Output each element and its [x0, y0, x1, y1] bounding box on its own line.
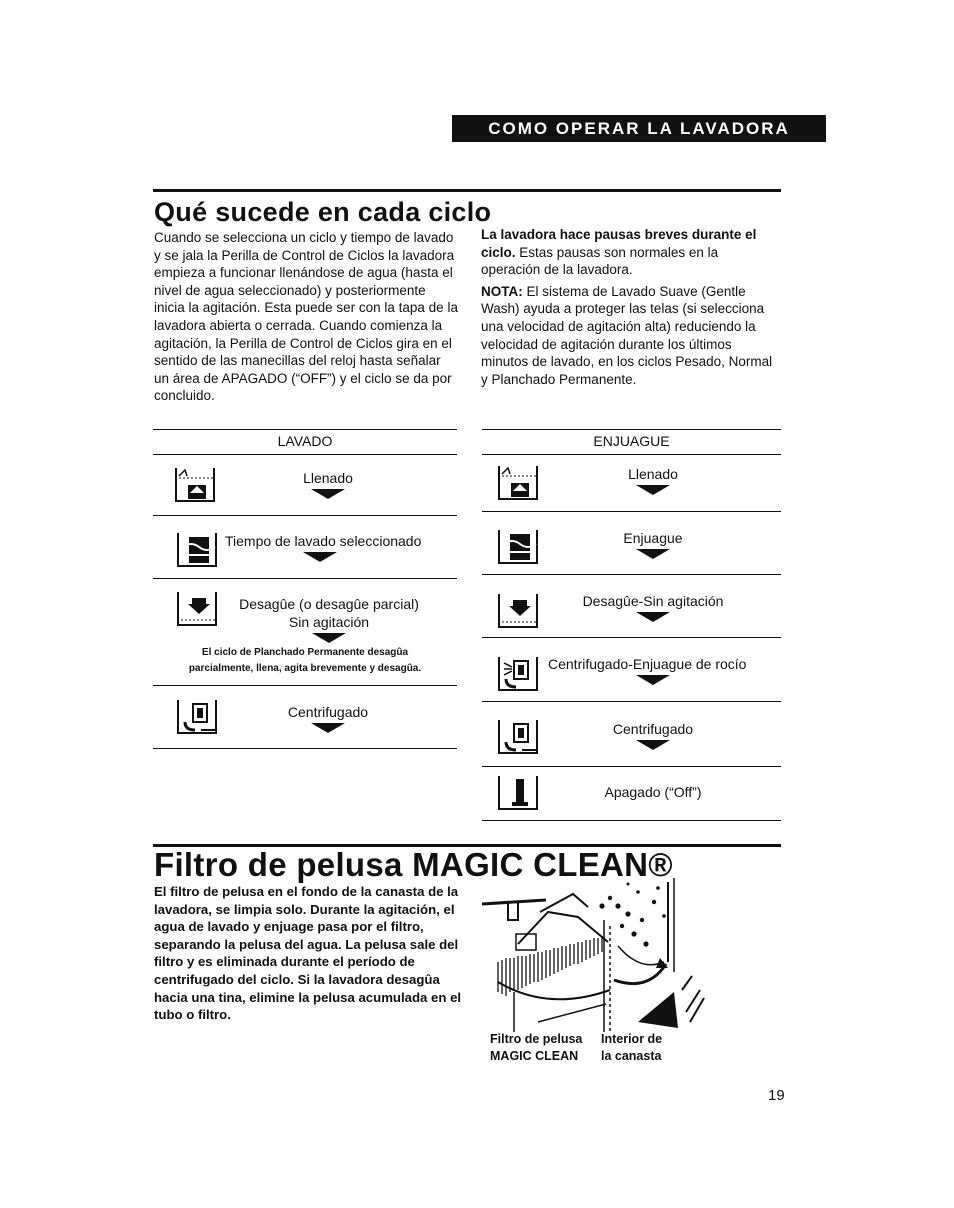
rinse-heading-rule	[482, 454, 781, 455]
wash-step-rule	[153, 515, 457, 516]
wash-step-1-label: Llenado	[260, 469, 396, 499]
rinse-step-rule	[482, 637, 781, 638]
rinse-step-rule	[482, 511, 781, 512]
down-arrow-icon	[636, 612, 670, 622]
rinse-heading: ENJUAGUE	[593, 433, 670, 449]
wash-step-2-label: Tiempo de lavado seleccionado	[225, 532, 445, 562]
magic-clean-filter-caption: Filtro de pelusa MAGIC CLEAN	[490, 1032, 583, 1063]
wash-step-4-label: Centrifugado	[260, 703, 396, 733]
down-arrow-icon	[311, 489, 345, 499]
section-banner: COMO OPERAR LA LAVADORA	[452, 115, 826, 142]
rinse-bottom-rule	[482, 820, 781, 821]
rinse-step-rule	[482, 574, 781, 575]
drain-icon	[498, 594, 538, 628]
wash-heading-rule	[153, 454, 457, 455]
rinse-step-2-label: Enjuague	[585, 529, 721, 559]
pause-text: Estas pausas son normales en la operación de la lavadora.	[481, 244, 719, 278]
rinse-step-6-label: Apagado (“Off”)	[604, 784, 702, 800]
down-arrow-icon	[303, 552, 337, 562]
spin-icon	[498, 720, 538, 754]
rinse-step-rule	[482, 701, 781, 702]
nota-label: NOTA:	[481, 283, 523, 299]
down-arrow-icon	[636, 675, 670, 685]
lint-filter-illustration	[478, 872, 718, 1032]
wash-step-3-label: Desagûe (o desagûe parcial) Sin agitación	[225, 595, 433, 643]
wash-bottom-rule	[153, 748, 457, 749]
drain-icon	[177, 592, 217, 626]
rinse-step-4-label: Centrifugado-Enjuague de rocío	[548, 655, 774, 685]
rinse-step-rule	[482, 766, 781, 767]
lint-filter-title: Filtro de pelusa MAGIC CLEAN®	[154, 846, 673, 883]
lint-filter-paragraph: El filtro de pelusa en el fondo de la canasta de la lavadora, se limpia solo. Durante la agitación, el agua de lavado y enjuage pasa por el filtro, separando la pelusa del agua. La pelusa sale del filtro y es eliminada durante el período de centrifugado del ciclo. Si la lavadora desagûa hacia una tina, elimine la pelusa acumulada en el tubo o filtro.	[154, 884, 462, 1023]
page-number: 19	[768, 1087, 785, 1104]
intro-left-paragraph: Cuando se selecciona un ciclo y tiempo de lavado y se jala la Perilla de Control de Ciclos la lavadora empieza a funcionar llenándose de agua (hasta el nivel de agua seleccionado) y posteriormente inicia la agitación. Esta puede ser con la tapa de la lavadora abierta o cerrada. Cuando comienza la agitación, la Perilla de Control de Ciclos gira en el sentido de las manecillas del reloj hasta señalar un área de APAGADO (“OFF”) y el ciclo se da por concluido.	[154, 230, 458, 404]
agitate-icon	[177, 533, 217, 567]
rinse-step-5-label: Centrifugado	[585, 720, 721, 750]
wash-step-rule	[153, 578, 457, 579]
rinse-step-3-label: Desagûe-Sin agitación	[560, 592, 746, 622]
down-arrow-icon	[636, 485, 670, 495]
pause-bold-text: La lavadora hace pausas breves durante el ciclo.	[481, 227, 757, 260]
section-title: Qué sucede en cada ciclo	[154, 197, 492, 227]
wash-step-rule	[153, 685, 457, 686]
permanent-press-note: El ciclo de Planchado Permanente desagûa parcialmente, llena, agita brevemente y desagûa.	[188, 647, 422, 674]
off-icon	[498, 776, 538, 810]
fill-icon	[498, 466, 538, 500]
rinse-top-rule	[482, 429, 781, 430]
wash-top-rule	[153, 429, 457, 430]
down-arrow-icon	[312, 633, 346, 643]
down-arrow-icon	[636, 549, 670, 559]
intro-right-paragraphs	[481, 226, 781, 392]
section-rule	[153, 189, 781, 192]
wash-heading: LAVADO	[277, 433, 333, 449]
spin-icon	[177, 700, 217, 734]
rinse-icon	[498, 530, 538, 564]
spray-spin-icon	[498, 657, 538, 691]
rinse-step-1-label: Llenado	[585, 465, 721, 495]
basket-interior-caption: Interior de la canasta	[601, 1032, 663, 1063]
down-arrow-icon	[311, 723, 345, 733]
down-arrow-icon	[636, 740, 670, 750]
nota-text: El sistema de Lavado Suave (Gentle Wash) ayuda a proteger las telas (si selecciona una velocidad de agitación alta) reduciendo la velocidad de agitación durante los últimos minutos de lavado, en los ciclos Pesado, Normal y Planchado Permanente.	[481, 283, 773, 387]
fill-icon	[175, 468, 215, 502]
